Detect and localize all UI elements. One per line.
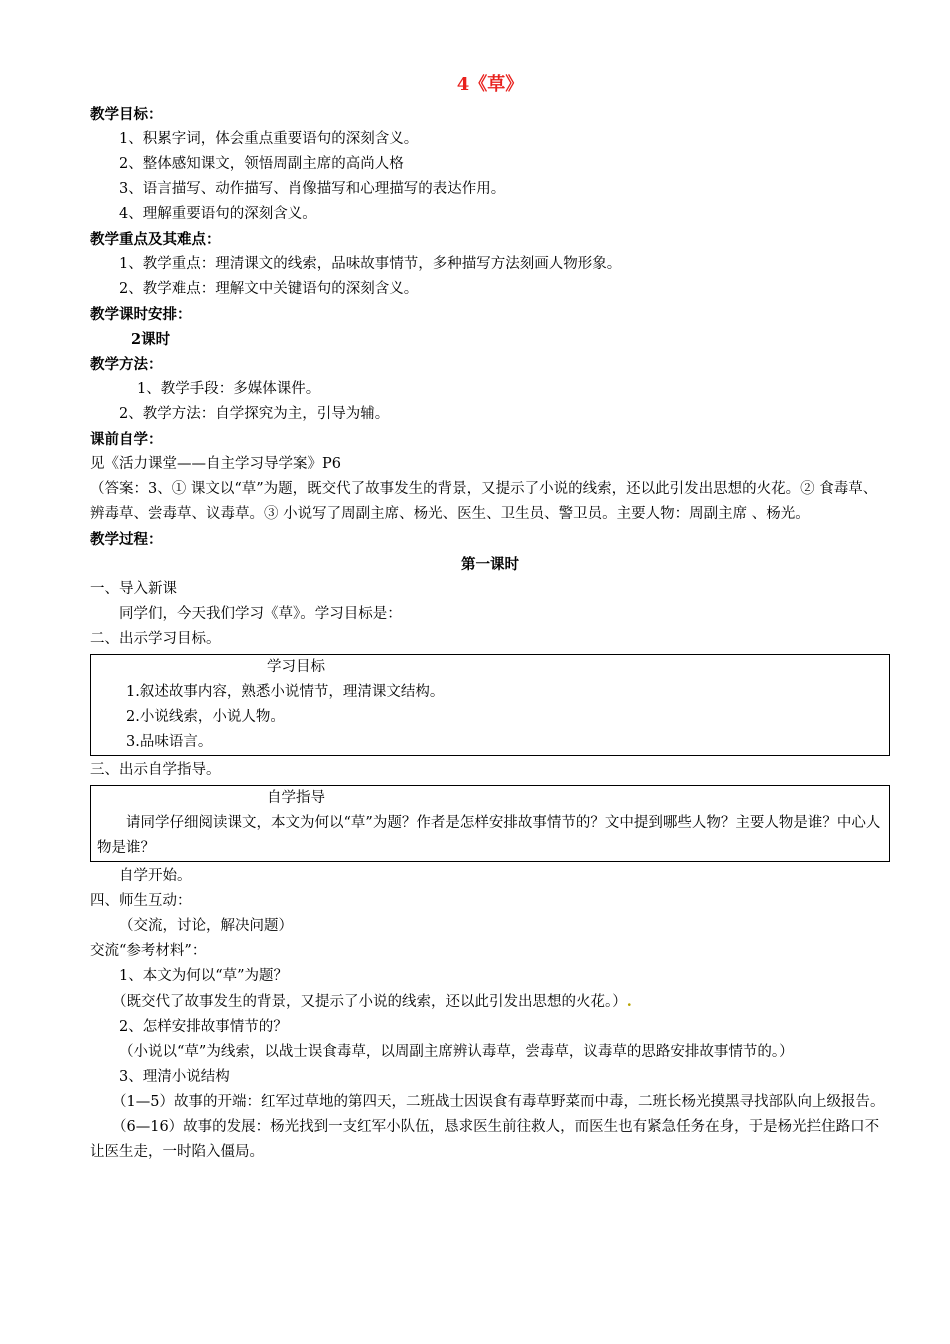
goals-heading: 教学目标： <box>90 106 163 123</box>
learning-goals-box <box>90 654 890 756</box>
schedule-heading: 教学课时安排： <box>90 306 192 323</box>
lesson-title: 第一课时 <box>461 556 519 573</box>
start-text: 自学开始。 <box>119 868 192 884</box>
document-title: 4《草》 <box>456 74 524 95</box>
box-item: 3.品味语言。 <box>126 734 213 750</box>
goal-item: 4、理解重要语句的深刻含义。 <box>119 206 317 222</box>
box-title: 学习目标 <box>267 659 325 675</box>
preview-heading: 课前自学： <box>90 431 163 448</box>
interaction-note: （交流，讨论，解决问题） <box>119 918 293 934</box>
preview-answer: （答案：3、① 课文以“草”为题，既交代了故事发生的背景，又提示了小说的线索，还以此引发出思想的火花。② 食毒草、辨毒草、尝毒草、议毒草。③ 小说写了周副主席、杨光、医生、卫生员、警卫员。主要人物：周副主席 、杨光。 <box>90 481 878 522</box>
key-point-item: 2、教学难点：理解文中关键语句的深刻含义。 <box>119 281 419 297</box>
preview-reference: 见《活力课堂——自主学习导学案》P6 <box>90 456 341 472</box>
method-item: 2、教学方法：自学探究为主，引导为辅。 <box>119 406 390 422</box>
box-text: 请同学仔细阅读课文，本文为何以“草”为题？作者是怎样安排故事情节的？文中提到哪些人物？主要人物是谁？中心人物是谁？ <box>97 815 881 856</box>
box-title: 自学指导 <box>267 790 325 806</box>
box-item: 1.叙述故事内容，熟悉小说情节，理清课文结构。 <box>126 684 445 700</box>
section-heading: 一、导入新课 <box>90 581 177 597</box>
schedule-value: 2课时 <box>131 331 171 348</box>
structure-paragraph: （6—16）故事的发展：杨光找到一支红军小队伍，恳求医生前往救人，而医生也有紧急任务在身，于是杨光拦住路口不让医生走，一时陷入僵局。 <box>90 1119 880 1160</box>
box-item: 2.小说线索，小说人物。 <box>126 709 285 725</box>
document-page <box>90 72 890 1165</box>
section-heading: 三、出示自学指导。 <box>90 762 221 778</box>
key-points-heading: 教学重点及其难点： <box>90 231 221 248</box>
question: 3、理清小说结构 <box>119 1069 230 1085</box>
intro-text: 同学们，今天我们学习《草》。学习目标是： <box>119 606 402 622</box>
structure-paragraph: （1—5）故事的开端：红军过草地的第四天，二班战士因误食有毒草野菜而中毒，二班长杨光摸黑寻找部队向上级报告。 <box>112 1094 885 1110</box>
answer <box>90 989 890 1015</box>
answer-mark: . <box>626 993 632 1010</box>
question: 2、怎样安排故事情节的？ <box>119 1019 288 1035</box>
process-heading: 教学过程： <box>90 531 163 548</box>
section-heading: 二、出示学习目标。 <box>90 631 221 647</box>
answer-text: （既交代了故事发生的背景，又提示了小说的线索，还以此引发出思想的火花。） <box>112 994 627 1010</box>
answer: （小说以“草”为线索，以战士误食毒草，以周副主席辨认毒草，尝毒草，议毒草的思路安排故事情节的。） <box>119 1044 794 1060</box>
goal-item: 3、语言描写、动作描写、肖像描写和心理描写的表达作用。 <box>119 181 506 197</box>
section-heading: 四、师生互动： <box>90 893 192 909</box>
methods-heading: 教学方法： <box>90 356 163 373</box>
key-point-item: 1、教学重点：理清课文的线索，品味故事情节，多种描写方法刻画人物形象。 <box>119 256 622 272</box>
question: 1、本文为何以“草”为题？ <box>119 968 289 984</box>
goal-item: 2、整体感知课文，领悟周副主席的高尚人格 <box>119 156 404 172</box>
goal-item: 1、积累字词，体会重点重要语句的深刻含义。 <box>119 131 419 147</box>
method-item: 1、教学手段：多媒体课件。 <box>137 381 321 397</box>
self-study-box <box>90 785 890 862</box>
reference-heading: 交流“参考材料”： <box>90 943 207 959</box>
